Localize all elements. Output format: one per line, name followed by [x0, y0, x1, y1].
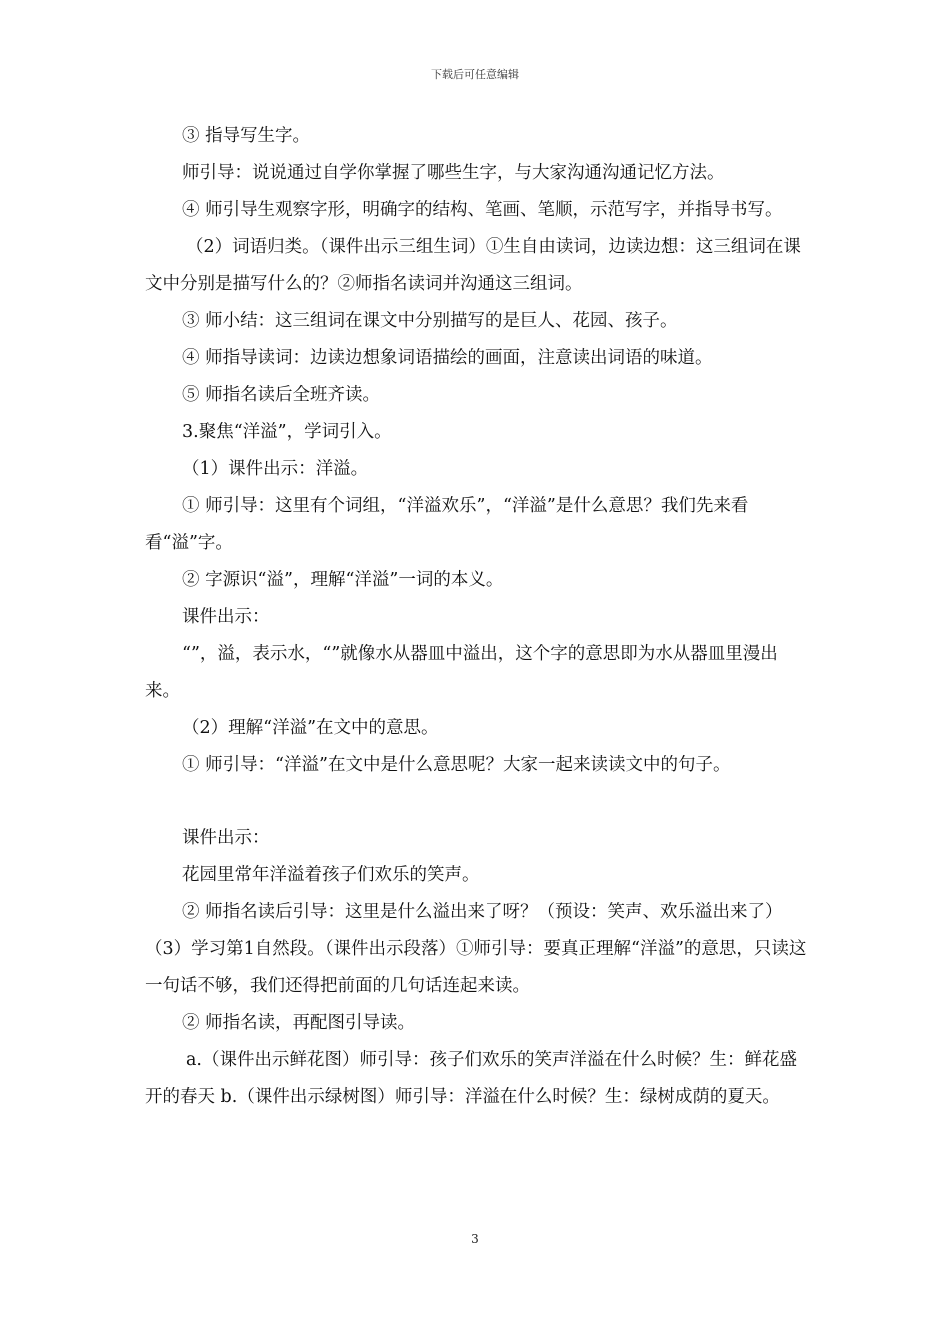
paragraph: 课件出示： [182, 607, 270, 627]
paragraph: “”，溢，表示水，“”就像水从器皿中溢出，这个字的意思即为水从器皿里漫出来。 [145, 644, 778, 701]
paragraph: （2）词语归类。（课件出示三组生词）①生自由读词，边读边想：这三组词在课文中分别是描写什么的？②师指名读词并沟通这三组词。 [145, 237, 801, 294]
paragraph: ③ 师小结：这三组词在课文中分别描写的是巨人、花园、孩子。 [182, 311, 678, 331]
paragraph: a.（课件出示鲜花图）师引导：孩子们欢乐的笑声洋溢在什么时候？生：鲜花盛开的春天 b.（课件出示绿树图）师引导：洋溢在什么时候？生：绿树成荫的夏天。 [145, 1050, 797, 1107]
paragraph: （2）理解“洋溢”在文中的意思。 [182, 718, 439, 738]
paragraph: ① 师引导：“洋溢”在文中是什么意思呢？大家一起来读读文中的句子。 [182, 755, 731, 775]
document-body [145, 118, 810, 1116]
paragraph: 课件出示： [182, 828, 270, 848]
paragraph: ② 师指名读后引导：这里是什么溢出来了呀？（预设：笑声、欢乐溢出来了）（3）学习第1自然段。（课件出示段落）①师引导：要真正理解“洋溢”的意思，只读这一句话不够，我们还得把前面的几句话连起来读。 [145, 902, 807, 996]
paragraph: ④ 师指导读词：边读边想象词语描绘的画面，注意读出词语的味道。 [182, 348, 713, 368]
paragraph: （1）课件出示：洋溢。 [182, 459, 369, 479]
paragraph: 3.聚焦“洋溢”，学词引入。 [182, 422, 392, 442]
blank-line [145, 784, 810, 820]
page-header: 下载后可任意编辑 [431, 68, 519, 81]
paragraph: ⑤ 师指名读后全班齐读。 [182, 385, 381, 405]
paragraph: ② 字源识“溢”，理解“洋溢”一词的本义。 [182, 570, 504, 590]
paragraph: 花园里常年洋溢着孩子们欢乐的笑声。 [182, 865, 480, 885]
paragraph: 师引导：说说通过自学你掌握了哪些生字，与大家沟通沟通记忆方法。 [182, 163, 725, 183]
page-number: 3 [471, 1232, 479, 1246]
paragraph: ① 师引导：这里有个词组，“洋溢欢乐”，“洋溢”是什么意思？我们先来看看“溢”字。 [145, 496, 749, 553]
paragraph: ② 师指名读，再配图引导读。 [182, 1013, 416, 1033]
paragraph: ③ 指导写生字。 [182, 126, 311, 146]
paragraph: ④ 师引导生观察字形，明确字的结构、笔画、笔顺，示范写字，并指导书写。 [182, 200, 783, 220]
